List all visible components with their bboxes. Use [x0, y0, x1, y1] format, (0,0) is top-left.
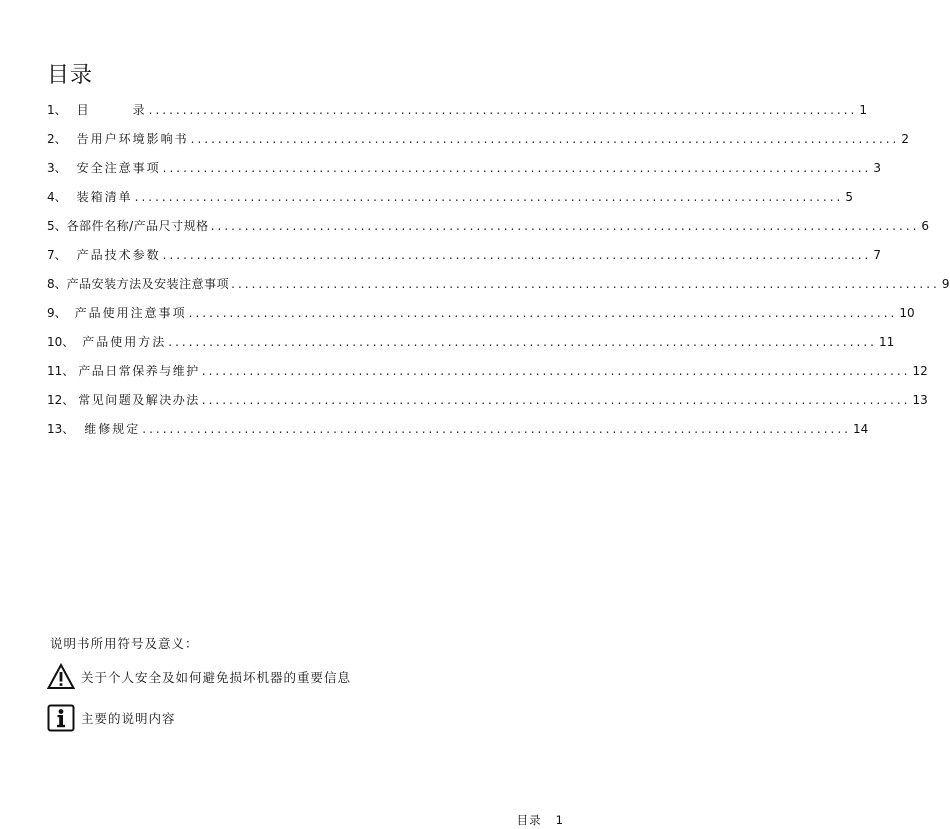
toc-page-number: 2 [901, 132, 909, 146]
toc-leader-dots: ........................................................................................................ [148, 103, 858, 117]
toc-page-number: 7 [873, 248, 881, 262]
toc-number: 13、 [47, 422, 75, 436]
toc-number: 12、 [47, 393, 75, 407]
toc-page-number: 14 [853, 422, 869, 436]
footer-section-label: 目录 [516, 813, 542, 827]
toc-page-number: 6 [921, 219, 930, 233]
legend-warning-item [47, 663, 351, 691]
warning-triangle-icon [47, 663, 75, 691]
page-title: 目录 [47, 62, 94, 88]
toc-page-number: 9 [941, 277, 950, 291]
toc-label: 产品使用方法 [82, 335, 167, 349]
legend-info-text: 主要的说明内容 [81, 711, 176, 726]
toc-leader-dots: ........................................................................................................ [134, 190, 844, 204]
toc-label: 产品技术参数 [76, 248, 161, 262]
toc-label: 产品安装方法及安装注意事项 [66, 277, 230, 291]
legend-info-item [47, 704, 176, 732]
toc-page-number: 12 [912, 364, 928, 378]
toc-label: 维修规定 [84, 422, 141, 436]
toc-row [47, 147, 881, 176]
toc-row [47, 292, 915, 321]
toc-number: 9、 [47, 306, 67, 320]
toc-leader-dots: ........................................................................................................ [142, 422, 851, 436]
toc-number: 10、 [47, 335, 75, 349]
toc-row [47, 118, 909, 147]
toc-leader-dots: ........................................................................................................ [210, 219, 920, 233]
toc-number: 5、 [47, 219, 67, 233]
symbol-legend-heading: 说明书所用符号及意义： [50, 636, 199, 651]
toc-number: 11、 [47, 364, 75, 378]
toc-leader-dots: ........................................................................................................ [201, 364, 911, 378]
toc-number: 1、 [47, 103, 67, 117]
toc-page-number: 1 [859, 103, 867, 117]
toc-row [47, 408, 869, 437]
toc-label: 目 录 [76, 103, 147, 117]
table-of-contents [47, 89, 950, 437]
page-footer [517, 812, 564, 828]
toc-row [47, 321, 895, 350]
toc-leader-dots: ........................................................................................................ [231, 277, 940, 291]
toc-number: 3、 [47, 161, 67, 175]
toc-row [47, 176, 853, 205]
toc-page-number: 11 [879, 335, 895, 349]
toc-row [47, 379, 928, 408]
toc-number: 7、 [47, 248, 67, 262]
toc-label: 产品使用注意事项 [74, 306, 187, 320]
footer-page-number: 1 [555, 813, 564, 827]
toc-label: 装箱清单 [76, 190, 133, 204]
toc-row [47, 89, 867, 118]
toc-leader-dots: ........................................................................................................ [162, 161, 872, 175]
toc-leader-dots: ........................................................................................................ [188, 306, 898, 320]
toc-number: 2、 [47, 132, 67, 146]
toc-page-number: 5 [845, 190, 853, 204]
info-box-icon [47, 704, 75, 732]
toc-leader-dots: ........................................................................................................ [168, 335, 877, 349]
toc-page-number: 13 [912, 393, 928, 407]
toc-leader-dots: ........................................................................................................ [162, 248, 872, 262]
toc-label: 常见问题及解决办法 [78, 393, 200, 407]
toc-leader-dots: ........................................................................................................ [201, 393, 911, 407]
toc-label: 产品日常保养与维护 [78, 364, 200, 378]
toc-leader-dots: ........................................................................................................ [190, 132, 900, 146]
toc-page-number: 3 [873, 161, 881, 175]
toc-page-number: 10 [899, 306, 915, 320]
legend-warning-text: 关于个人安全及如何避免损坏机器的重要信息 [81, 670, 352, 685]
toc-row [47, 234, 881, 263]
toc-row [47, 205, 930, 234]
toc-label: 各部件名称/产品尺寸规格 [66, 219, 209, 233]
toc-label: 安全注意事项 [76, 161, 161, 175]
toc-number: 4、 [47, 190, 67, 204]
toc-row [47, 263, 950, 292]
toc-number: 8、 [47, 277, 67, 291]
toc-row [47, 350, 928, 379]
toc-label: 告用户环境影响书 [76, 132, 189, 146]
